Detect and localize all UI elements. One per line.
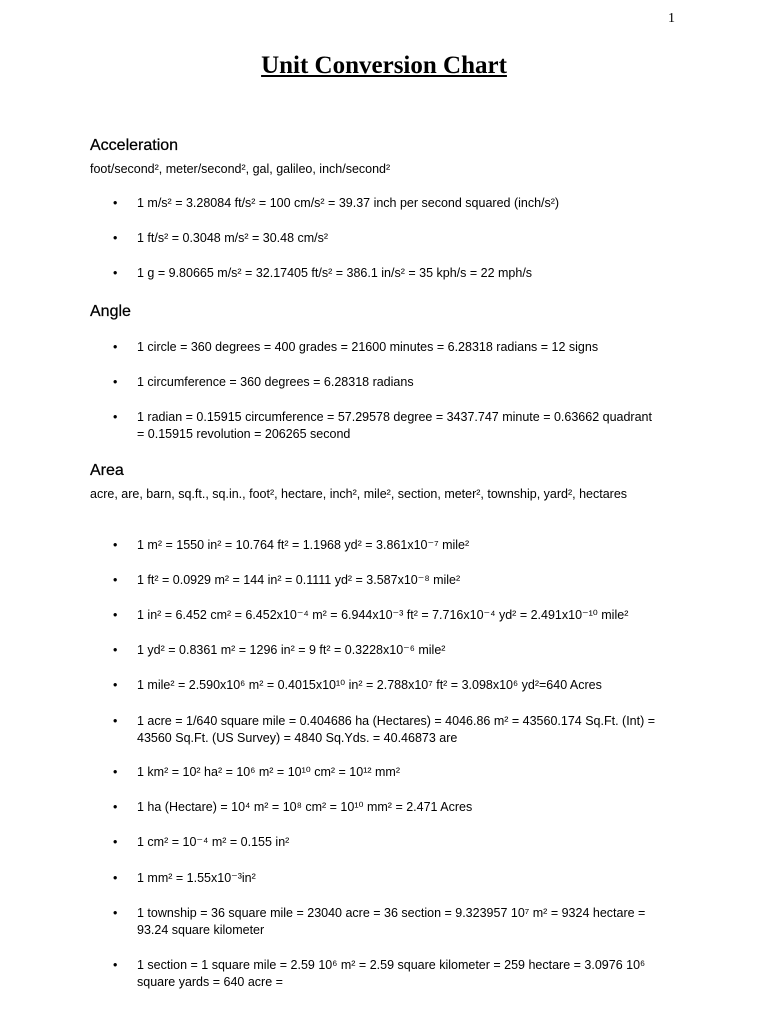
- bullet-icon: •: [113, 410, 118, 424]
- conversion-text: 1 m² = 1550 in² = 10.764 ft² = 1.1968 yd² = 3.861x10⁻⁷ mile²: [137, 538, 470, 552]
- bullet-icon: •: [113, 835, 118, 849]
- conversion-text: 1 mm² = 1.55x10⁻³in²: [137, 871, 256, 885]
- conversion-text: 1 m/s² = 3.28084 ft/s² = 100 cm/s² = 39.37 inch per second squared (inch/s²): [137, 196, 560, 210]
- bullet-icon: •: [113, 871, 118, 885]
- conversion-text: 1 mile² = 2.590x10⁶ m² = 0.4015x10¹⁰ in² = 2.788x10⁷ ft² = 3.098x10⁶ yd²=640 Acres: [137, 678, 602, 692]
- conversion-text: 1 g = 9.80665 m/s² = 32.17405 ft/s² = 386.1 in/s² = 35 kph/s = 22 mph/s: [137, 266, 533, 280]
- section-heading-angle: Angle: [90, 303, 131, 320]
- bullet-icon: •: [113, 375, 118, 389]
- bullet-icon: •: [113, 196, 118, 210]
- conversion-text: 1 km² = 10² ha² = 10⁶ m² = 10¹⁰ cm² = 10¹² mm²: [137, 765, 401, 779]
- page-number: 1: [668, 11, 675, 26]
- document-title: Unit Conversion Chart: [261, 52, 507, 79]
- conversion-text: 1 township = 36 square mile = 23040 acre = 36 section = 9.323957 10⁷ m² = 9324 hectare = 93.24 square kilometer: [137, 906, 646, 937]
- bullet-icon: •: [113, 678, 118, 692]
- section-desc-acceleration: foot/second², meter/second², gal, galileo, inch/second²: [90, 162, 391, 176]
- conversion-text: 1 radian = 0.15915 circumference = 57.29578 degree = 3437.747 minute = 0.63662 quadrant = 0.15915 revolution = 206265 second: [137, 410, 652, 441]
- bullet-icon: •: [113, 231, 118, 245]
- conversion-text: 1 circle = 360 degrees = 400 grades = 21600 minutes = 6.28318 radians = 12 signs: [137, 340, 599, 354]
- bullet-icon: •: [113, 608, 118, 622]
- section-desc-area: acre, are, barn, sq.ft., sq.in., foot², hectare, inch², mile², section, meter², township, yard², hectares: [90, 487, 628, 501]
- bullet-icon: •: [113, 765, 118, 779]
- conversion-text: 1 in² = 6.452 cm² = 6.452x10⁻⁴ m² = 6.944x10⁻³ ft² = 7.716x10⁻⁴ yd² = 2.491x10⁻¹⁰ mile²: [137, 608, 629, 622]
- bullet-icon: •: [113, 340, 118, 354]
- conversion-text: 1 ha (Hectare) = 10⁴ m² = 10⁸ cm² = 10¹⁰ mm² = 2.471 Acres: [137, 800, 473, 814]
- conversion-text: 1 cm² = 10⁻⁴ m² = 0.155 in²: [137, 835, 290, 849]
- conversion-text: 1 ft/s² = 0.3048 m/s² = 30.48 cm/s²: [137, 231, 329, 245]
- bullet-icon: •: [113, 573, 118, 587]
- bullet-icon: •: [113, 958, 118, 972]
- bullet-icon: •: [113, 538, 118, 552]
- bullet-icon: •: [113, 714, 118, 728]
- bullet-icon: •: [113, 906, 118, 920]
- conversion-text: 1 circumference = 360 degrees = 6.28318 radians: [137, 375, 414, 389]
- conversion-text: 1 acre = 1/640 square mile = 0.404686 ha (Hectares) = 4046.86 m² = 43560.174 Sq.Ft. (Int) = 43560 Sq.Ft. (US Survey) = 4840 Sq.Yds. = 40.46873 are: [137, 714, 656, 745]
- bullet-icon: •: [113, 643, 118, 657]
- conversion-text: 1 section = 1 square mile = 2.59 10⁶ m² = 2.59 square kilometer = 259 hectare = 3.0976 10⁶ square yards = 640 acre =: [137, 958, 646, 989]
- bullet-icon: •: [113, 266, 118, 280]
- section-heading-acceleration: Acceleration: [90, 137, 179, 154]
- conversion-text: 1 yd² = 0.8361 m² = 1296 in² = 9 ft² = 0.3228x10⁻⁶ mile²: [137, 643, 446, 657]
- section-heading-area: Area: [90, 462, 124, 479]
- bullet-icon: •: [113, 800, 118, 814]
- conversion-text: 1 ft² = 0.0929 m² = 144 in² = 0.1111 yd² = 3.587x10⁻⁸ mile²: [137, 573, 461, 587]
